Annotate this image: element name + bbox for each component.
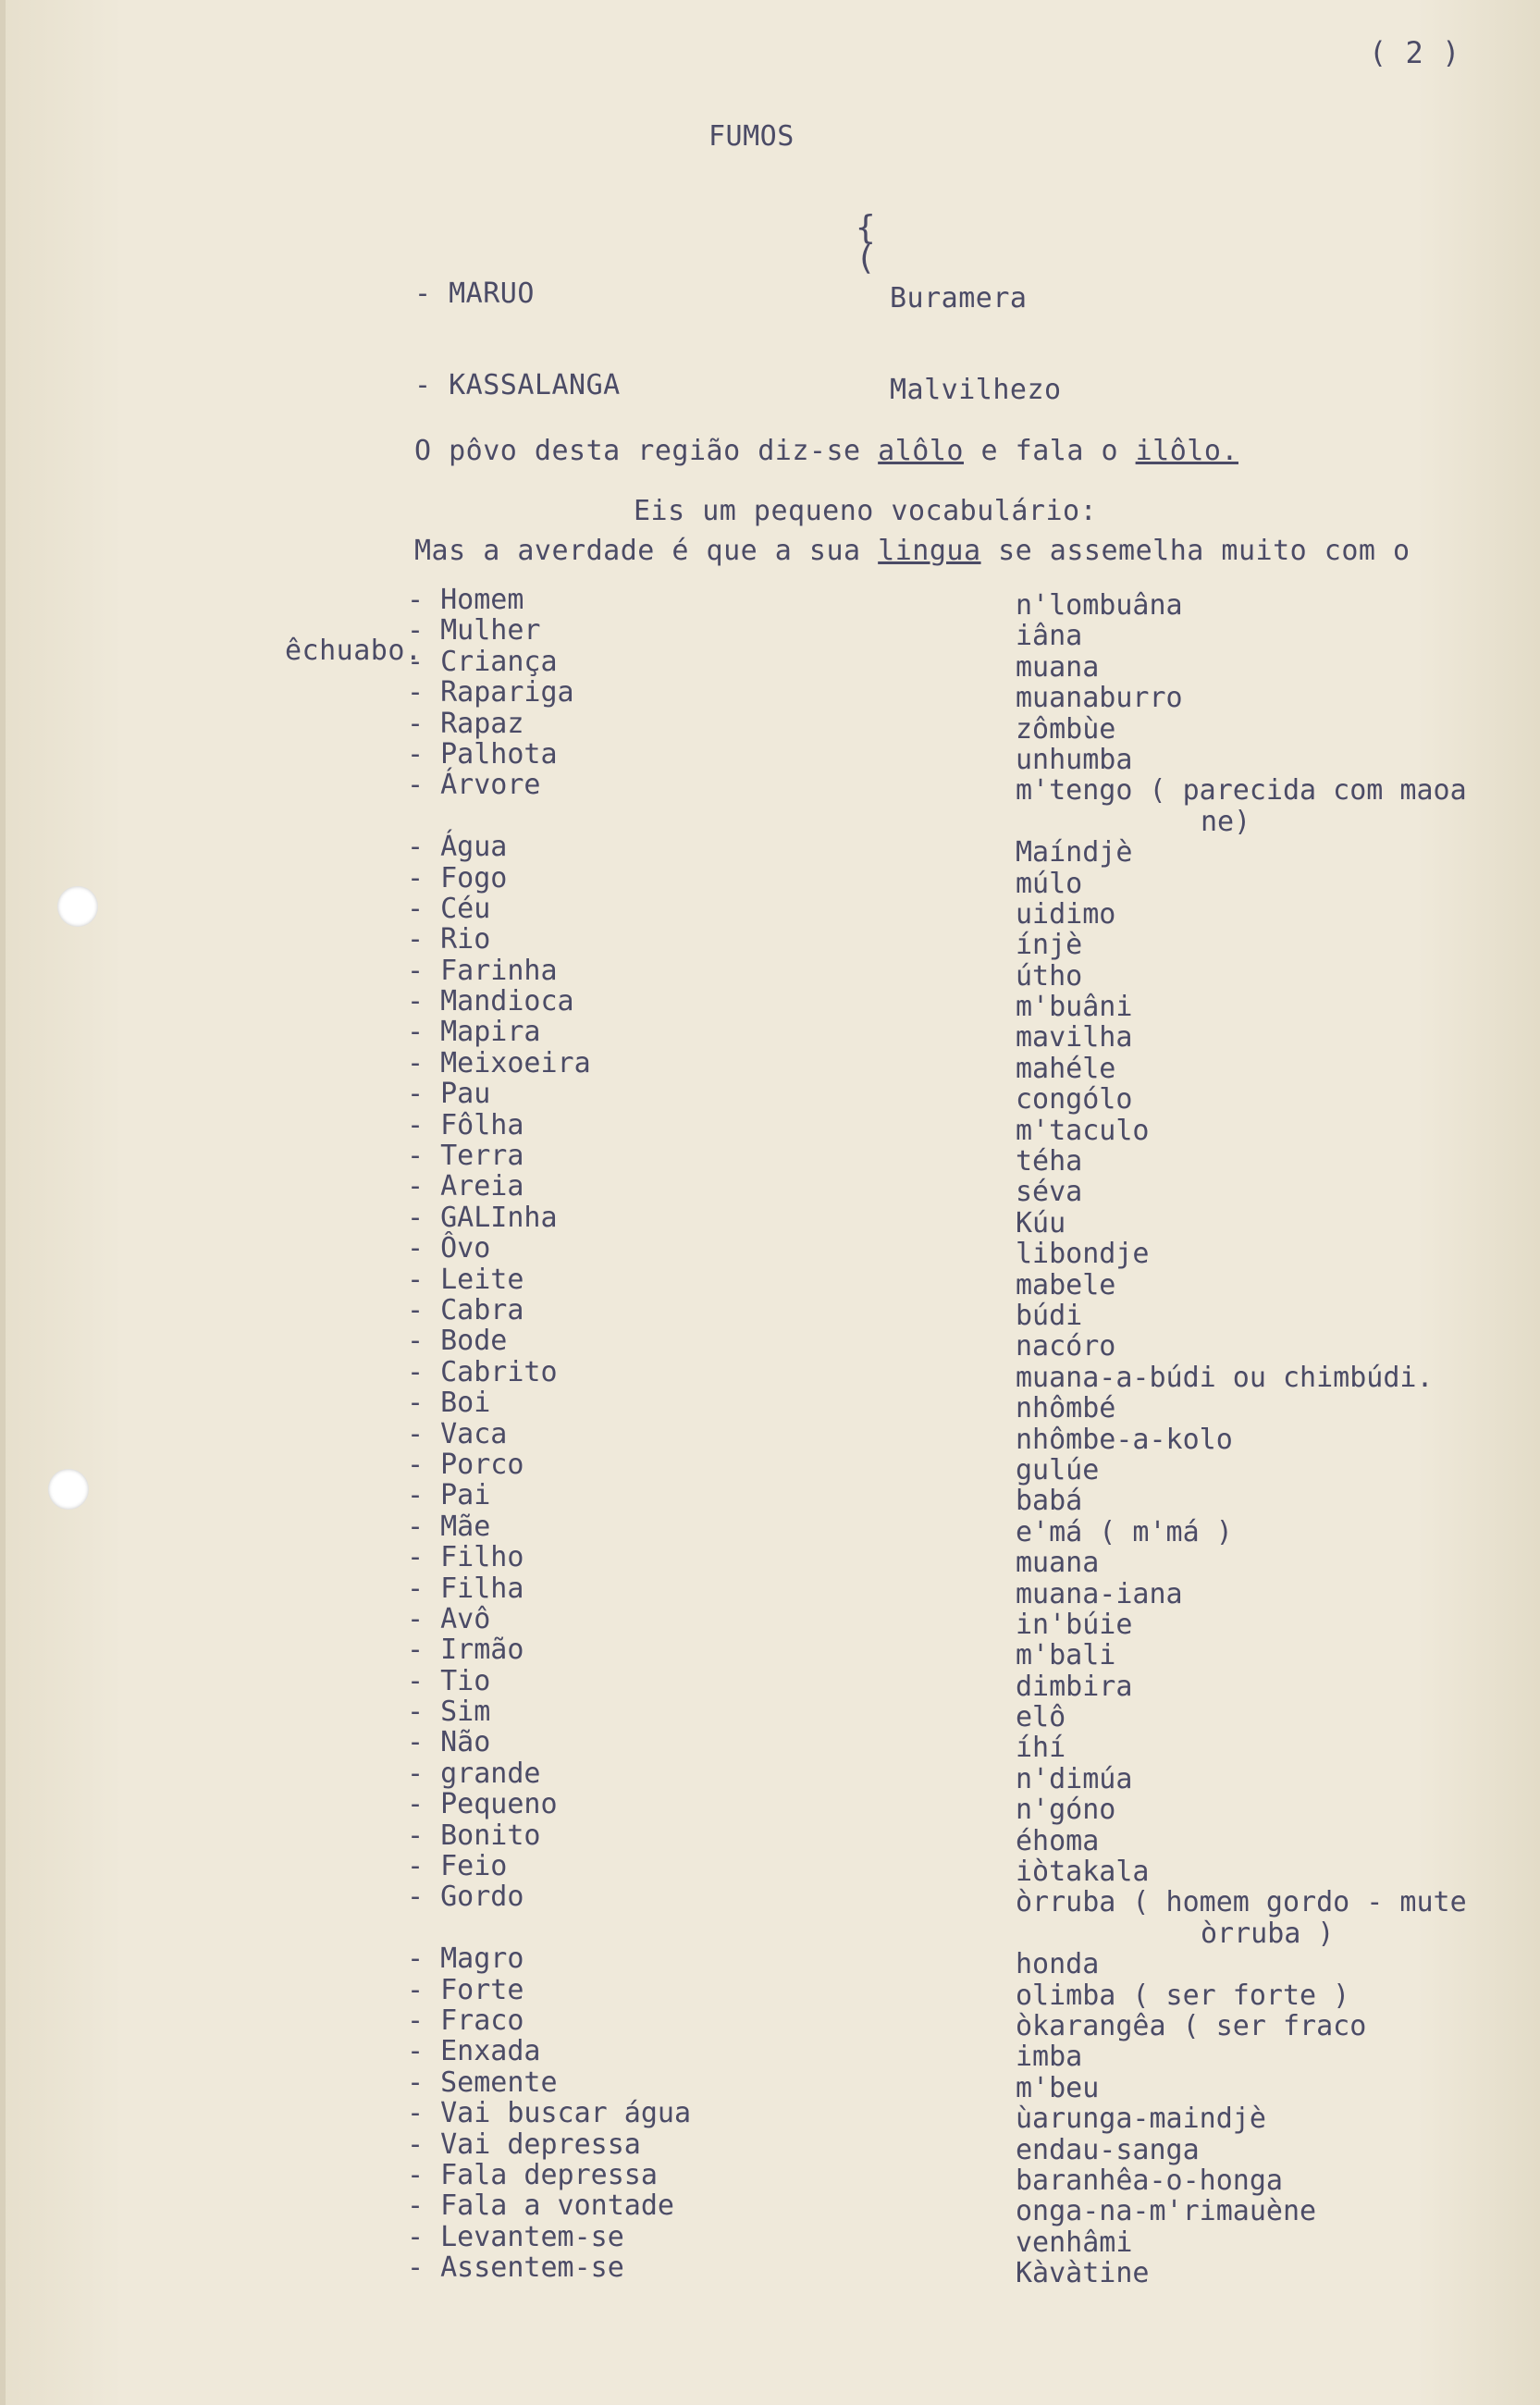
- vocab-portuguese-term: - Magro: [407, 1942, 524, 1976]
- vocab-local-term-text: mabele: [1016, 1268, 1116, 1301]
- vocab-local-term: [1016, 1455, 1467, 1486]
- vocabulary-heading: Eis um pequeno vocabulário:: [634, 495, 1098, 527]
- vocab-local-term-text: dimbira: [1016, 1670, 1133, 1703]
- vocab-local-term-text: uidimo: [1016, 897, 1116, 931]
- vocab-portuguese-term: - Vai depressa: [407, 2128, 641, 2161]
- vocab-local-term: [1016, 1671, 1467, 1702]
- vocab-local-term: [1016, 652, 1467, 683]
- vocab-local-term: [1016, 2258, 1467, 2288]
- vocab-local-term-text: muana-iana: [1016, 1577, 1183, 1610]
- vocab-portuguese-term: - Ôvo: [407, 1232, 491, 1265]
- place-item: Buramera: [890, 282, 1028, 314]
- vocab-local-term-text: babá: [1016, 1485, 1083, 1518]
- paper-edge: [0, 0, 6, 2405]
- vocab-local-term: [1016, 745, 1467, 775]
- vocab-local-term-text: olimba ( ser forte ): [1016, 1979, 1350, 2012]
- vocab-local-term-text: honda: [1016, 1948, 1100, 1981]
- vocab-local-term-text: m'buâni: [1016, 991, 1133, 1024]
- vocab-local-term-text: imba: [1016, 2041, 1083, 2074]
- vocab-portuguese-term: - Terra: [407, 1140, 524, 1173]
- vocab-local-term: [1016, 1640, 1467, 1671]
- vocab-local-term: [1016, 1826, 1467, 1856]
- vocab-portuguese-term: - Fogo: [407, 861, 508, 894]
- vocab-local-term-text: libondje: [1016, 1238, 1150, 1271]
- vocab-portuguese-term: - Rio: [407, 923, 491, 956]
- intro-line-3: êchuabo.: [285, 635, 423, 667]
- vocab-local-term-text: m'taculo: [1016, 1114, 1150, 1147]
- vocab-portuguese-term: - Filha: [407, 1572, 524, 1605]
- vocab-local-term: [1016, 1177, 1467, 1207]
- vocab-portuguese-term: - Tio: [407, 1664, 491, 1697]
- vocab-local-term: [1016, 1764, 1467, 1794]
- vocab-local-term-text: téha: [1016, 1145, 1083, 1178]
- vocab-local-term-text: endau-sanga: [1016, 2133, 1200, 2166]
- vocab-local-term: [1016, 992, 1467, 1022]
- vocab-local-term-text: òrruba ( homem gordo - mute: [1016, 1886, 1467, 1919]
- vocab-portuguese-term: - Pai: [407, 1479, 491, 1512]
- vocab-portuguese-term: - GALInha: [407, 1201, 558, 1234]
- vocab-local-term: [1016, 1579, 1467, 1610]
- vocab-portuguese-term: - Avô: [407, 1602, 491, 1635]
- vocab-local-term: [1016, 1331, 1467, 1362]
- vocab-portuguese-term: - Boi: [407, 1387, 491, 1420]
- vocab-local-term-text: gulúe: [1016, 1453, 1100, 1486]
- vocab-local-term-text: útho: [1016, 959, 1083, 993]
- vocab-local-term-text: muana-a-búdi ou chimbúdi.: [1016, 1361, 1434, 1394]
- vocab-local-term-text: onga-na-m'rimauène: [1016, 2195, 1317, 2228]
- vocab-local-term: [1016, 2196, 1467, 2226]
- vocab-portuguese-term: - Forte: [407, 1973, 524, 2006]
- vocab-portuguese-term: - Levantem-se: [407, 2220, 624, 2253]
- vocab-portuguese-term: - Fraco: [407, 2004, 524, 2037]
- vocab-local-term: [1016, 2103, 1467, 2134]
- punch-hole: [48, 1469, 89, 1510]
- vocab-local-term: [1016, 1208, 1467, 1239]
- vocab-local-term-text: unhumba: [1016, 743, 1133, 776]
- vocab-local-term: [1016, 2041, 1467, 2072]
- vocab-portuguese-term: - Mãe: [407, 1510, 491, 1543]
- term-lingua: lingua: [878, 535, 981, 567]
- vocab-local-term: [1016, 1424, 1467, 1455]
- term-alolo: alôlo: [878, 435, 964, 467]
- vocab-local-term-continuation: òrruba ): [1201, 1917, 1335, 1950]
- vocab-local-term-text: iâna: [1016, 620, 1083, 653]
- vocab-local-term: [1016, 1486, 1467, 1516]
- vocab-portuguese-term: - Criança: [407, 645, 558, 678]
- vocab-local-term: [1016, 1393, 1467, 1424]
- vocab-local-term: [1016, 1702, 1467, 1733]
- term-ilolo: ilôlo.: [1135, 435, 1238, 467]
- vocabulary-portuguese-column: [407, 585, 691, 2284]
- vocab-local-term-text: éhoma: [1016, 1824, 1100, 1857]
- vocab-local-term-text: m'beu: [1016, 2071, 1100, 2104]
- vocab-local-term-text: nhômbé: [1016, 1392, 1116, 1425]
- vocab-local-term: [1016, 1270, 1467, 1301]
- vocab-portuguese-term: - Porco: [407, 1448, 524, 1481]
- vocab-local-term: [1016, 1887, 1467, 1949]
- vocab-local-term: [1016, 899, 1467, 930]
- vocab-local-term-text: Kàvàtine: [1016, 2257, 1150, 2290]
- vocab-local-term: [1016, 2227, 1467, 2258]
- vocab-local-term: [1016, 1548, 1467, 1578]
- vocab-local-term-text: muana: [1016, 650, 1100, 684]
- vocab-local-term-text: muanaburro: [1016, 682, 1183, 715]
- vocab-portuguese-term: - Rapariga: [407, 676, 574, 709]
- place-item: Malvilhezo: [890, 374, 1062, 406]
- vocab-portuguese-term: - Árvore: [407, 769, 541, 802]
- vocab-local-term-continuation: ne): [1201, 805, 1251, 838]
- vocab-portuguese-term: - Fôlha: [407, 1108, 524, 1141]
- vocab-local-term: [1016, 621, 1467, 651]
- vocab-local-term-text: n'lombuâna: [1016, 589, 1183, 622]
- vocabulary-local-column: [1016, 590, 1467, 2289]
- vocab-portuguese-term: - Farinha: [407, 954, 558, 987]
- vocab-local-term-text: e'má ( m'má ): [1016, 1515, 1233, 1548]
- vocab-local-term: [1016, 1146, 1467, 1177]
- vocab-local-term-text: nhômbe-a-kolo: [1016, 1423, 1233, 1456]
- vocab-local-term: [1016, 930, 1467, 960]
- vocab-portuguese-term: - Enxada: [407, 2035, 541, 2068]
- vocab-portuguese-term: - Cabrito: [407, 1355, 558, 1388]
- vocab-portuguese-term: - Filho: [407, 1541, 524, 1574]
- vocab-local-term: [1016, 2135, 1467, 2165]
- vocab-local-term: [1016, 1239, 1467, 1269]
- vocab-local-term-text: zômbùe: [1016, 712, 1116, 746]
- vocab-portuguese-term: - Água: [407, 831, 508, 864]
- region-item: - KASSALANGA: [414, 369, 621, 401]
- vocab-portuguese-term: - Bode: [407, 1325, 508, 1358]
- vocab-portuguese-term: - grande: [407, 1757, 541, 1790]
- vocab-portuguese-term: - Semente: [407, 2066, 558, 2099]
- vocab-local-term: [1016, 1980, 1467, 2011]
- vocab-local-term-text: séva: [1016, 1176, 1083, 1209]
- page-title: FUMOS: [708, 120, 795, 153]
- vocab-local-term: [1016, 1610, 1467, 1640]
- vocab-local-term: [1016, 714, 1467, 745]
- vocab-portuguese-term: - Fala depressa: [407, 2158, 658, 2191]
- vocab-portuguese-term: - Palhota: [407, 737, 558, 771]
- vocab-portuguese-term: - Mulher: [407, 614, 541, 648]
- vocab-portuguese-term: - Mapira: [407, 1016, 541, 1049]
- vocab-portuguese-term: - Mandioca: [407, 985, 574, 1018]
- vocab-portuguese-term: - Vaca: [407, 1417, 508, 1450]
- vocab-local-term-text: mavilha: [1016, 1021, 1133, 1054]
- vocab-local-term-text: íhí: [1016, 1732, 1066, 1765]
- vocab-local-term: [1016, 869, 1467, 899]
- vocab-portuguese-term: - Areia: [407, 1170, 524, 1203]
- vocab-local-term: [1016, 2165, 1467, 2196]
- vocab-local-term: [1016, 1022, 1467, 1053]
- vocab-local-term: [1016, 1084, 1467, 1115]
- vocab-portuguese-term: - Não: [407, 1726, 491, 1759]
- vocab-local-term-text: múlo: [1016, 867, 1083, 900]
- vocab-portuguese-term: - Homem: [407, 584, 524, 616]
- vocab-local-term-text: iòtakala: [1016, 1856, 1150, 1889]
- vocab-local-term-text: baranhêa-o-honga: [1016, 2164, 1283, 2197]
- vocab-local-term-text: m'tengo ( parecida com maoa: [1016, 774, 1467, 808]
- vocab-local-term: [1016, 775, 1467, 837]
- vocab-local-term: [1016, 2073, 1467, 2103]
- vocab-portuguese-term: - Pequeno: [407, 1788, 558, 1821]
- vocab-local-term: [1016, 1517, 1467, 1548]
- intro-line-1: O pôvo desta região diz-se alôlo e fala o ilôlo.: [414, 435, 1238, 467]
- vocab-portuguese-term: - Leite: [407, 1263, 524, 1296]
- vocab-local-term-text: n'góno: [1016, 1794, 1116, 1827]
- vocab-portuguese-term: - Sim: [407, 1696, 491, 1729]
- vocab-local-term-text: n'dimúa: [1016, 1762, 1133, 1795]
- vocab-local-term: [1016, 1949, 1467, 1980]
- vocab-local-term-text: búdi: [1016, 1300, 1083, 1332]
- vocab-local-term: [1016, 1856, 1467, 1887]
- region-item: - MARUO: [414, 278, 535, 310]
- intro-line-2: Mas a averdade é que a sua lingua se assemelha muito com o: [414, 535, 1411, 567]
- vocab-portuguese-term: - Pau: [407, 1078, 491, 1111]
- vocab-portuguese-term: - Meixoeira: [407, 1046, 591, 1079]
- vocab-portuguese-term: - Bonito: [407, 1819, 541, 1852]
- vocab-local-term: [1016, 1363, 1467, 1393]
- brace-mark: { (: [856, 209, 877, 278]
- vocab-local-term: [1016, 1301, 1467, 1331]
- vocab-portuguese-term: - Fala a vontade: [407, 2189, 674, 2223]
- page-number: ( 2 ): [1369, 35, 1460, 70]
- vocab-local-term-text: Kúu: [1016, 1206, 1066, 1240]
- vocab-local-term-text: muana: [1016, 1547, 1100, 1580]
- vocab-portuguese-term: - Gordo: [407, 1881, 524, 1914]
- vocab-local-term: [1016, 683, 1467, 713]
- vocab-local-term-text: nacóro: [1016, 1330, 1116, 1363]
- vocab-local-term: [1016, 1733, 1467, 1763]
- vocab-local-term-text: venhâmi: [1016, 2226, 1133, 2259]
- vocab-local-term-text: Maíndjè: [1016, 836, 1133, 870]
- vocab-local-term-text: congólo: [1016, 1083, 1133, 1116]
- vocab-local-term: [1016, 1794, 1467, 1825]
- vocab-portuguese-term: - Rapaz: [407, 707, 524, 740]
- vocab-local-term-text: mahéle: [1016, 1052, 1116, 1085]
- vocab-local-term: [1016, 961, 1467, 992]
- vocab-local-term: [1016, 590, 1467, 621]
- vocab-local-term-text: òkarangêa ( ser fraco: [1016, 2010, 1367, 2042]
- vocab-local-term-text: m'bali: [1016, 1639, 1116, 1672]
- vocab-local-term: [1016, 1116, 1467, 1146]
- vocab-portuguese-term: - Cabra: [407, 1294, 524, 1326]
- vocab-local-term: [1016, 1054, 1467, 1084]
- vocab-portuguese-term: - Vai buscar água: [407, 2097, 692, 2130]
- vocab-portuguese-term: - Céu: [407, 892, 491, 925]
- vocab-local-term: [1016, 2011, 1467, 2041]
- vocab-portuguese-term: - Assentem-se: [407, 2251, 624, 2285]
- vocab-local-term: [1016, 837, 1467, 868]
- punch-hole: [57, 886, 98, 927]
- vocab-portuguese-term: - Feio: [407, 1850, 508, 1883]
- vocab-local-term-text: ùarunga-maindjè: [1016, 2103, 1266, 2136]
- vocab-local-term-text: elô: [1016, 1701, 1066, 1734]
- vocab-local-term-text: ínjè: [1016, 929, 1083, 962]
- vocab-local-term-text: in'búie: [1016, 1608, 1133, 1641]
- vocab-portuguese-term: - Irmão: [407, 1634, 524, 1667]
